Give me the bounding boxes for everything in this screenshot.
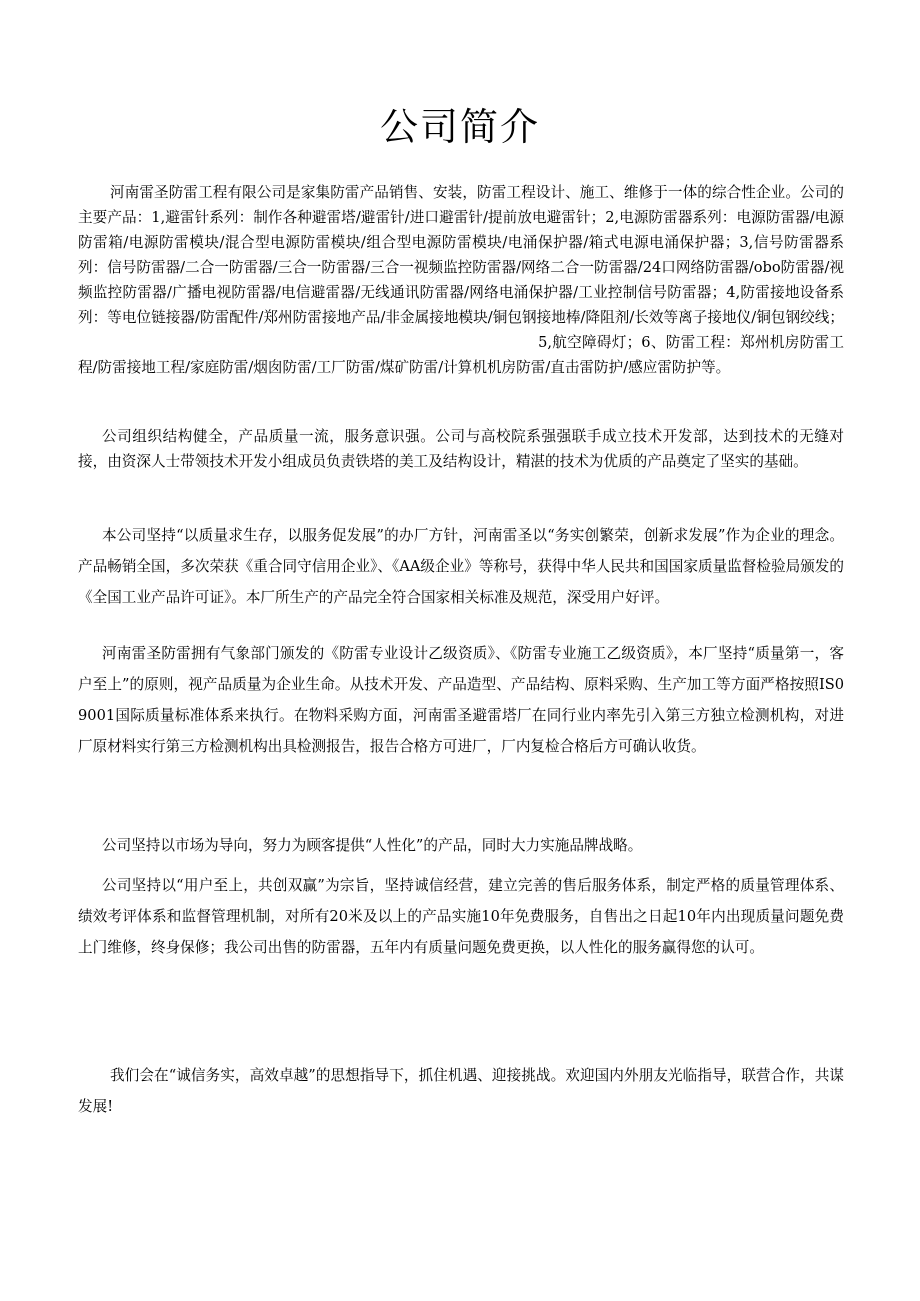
paragraph-qualification: 河南雷圣防雷拥有气象部门颁发的《防雷专业设计乙级资质》、《防雷专业施工乙级资质》，本厂坚持“质量第一，客户至上”的原则，视产品质量为企业生命。从技术开发、产品造型、产品结构、原料采购、生产加工等方面严格按照IS09001国际质量标准体系来执行。在物料采购方面，河南雷圣避雷塔厂在同行业内率先引入第三方独立检测机构，对进厂原材料实行第三方检测机构出具检测报告，报告合格方可进厂，厂内复检合格后方可确认收货。 <box>78 645 844 755</box>
paragraph-policy: 本公司坚持“以质量求生存，以服务促发展”的办厂方针，河南雷圣以“务实创繁荣，创新求发展”作为企业的理念。产品畅销全国，多次荣获《重合同守信用企业》、《AA级企业》等称号，获得中华人民共和国国家质量监督检验局颁发的《全国工业产品许可证》。本厂所生产的产品完全符合国家相关标准及规范，深受用户好评。 <box>78 527 844 606</box>
products-tail-text: 航空障碍灯；6、防雷工程：郑州机房防雷工程/防雷接地工程/家庭防雷/烟囱防雷/工厂防雷/煤矿防雷/计算机机房防雷/直击雷防护/感应雷防护等。 <box>78 334 844 376</box>
paragraph-organization: 公司组织结构健全，产品质量一流，服务意识强。公司与高校院系强强联手成立技术开发部，达到技术的无缝对接，由资深人士带领技术开发小组成员负责铁塔的美工及结构设计，精湛的技术为优质的产品奠定了坚实的基础。 <box>78 428 844 470</box>
paragraph-products <box>78 180 844 380</box>
paragraph-closing: 我们会在“诚信务实，高效卓越”的思想指导下，抓住机遇、迎接挑战。欢迎国内外朋友光临指导，联营合作，共谋发展! <box>78 1067 844 1115</box>
paragraph-service: 公司坚持以“用户至上，共创双赢”为宗旨，坚持诚信经营，建立完善的售后服务体系，制定严格的质量管理体系、绩效考评体系和监督管理机制，对所有20米及以上的产品实施10年免费服务，自售出之日起10年内出现质量问题免费上门维修，终身保修；我公司出售的防雷器，五年内有质量问题免费更换，以人性化的服务赢得您的认可。 <box>78 877 844 956</box>
page-title: 公司简介 <box>379 105 540 149</box>
paragraph-market: 公司坚持以市场为导向，努力为顾客提供“人性化”的产品，同时大力实施品牌战略。 <box>102 837 643 854</box>
products-intro-text: 河南雷圣防雷工程有限公司是家集防雷产品销售、安装，防雷工程设计、施工、维修于一体的综合性企业。公司的主要产品：1,避雷针系列：制作各种避雷塔/避雷针/进口避雷针/提前放电避雷针；2,电源防雷器系列：电源防雷器/电源防雷箱/电源防雷模块/混合型电源防雷模块/组合型电源防雷模块/电涌保护器/箱式电源电涌保护器；3,信号防雷器系列：信号防雷器/二合一防雷器/三合一防雷器/三合一视频监控防雷器/网络二合一防雷器/24口网络防雷器/obo防雷器/视频监控防雷器/广播电视防雷器/电信避雷器/无线通讯防雷器/网络电涌保护器/工业控制信号防雷器；4,防雷接地设备系列：等电位链接器/防雷配件/郑州防雷接地产品/非金属接地模块/铜包钢接地棒/降阻剂/长效等离子接地仪/铜包钢绞线； <box>78 184 844 326</box>
list-marker-5: 5, <box>538 334 552 351</box>
